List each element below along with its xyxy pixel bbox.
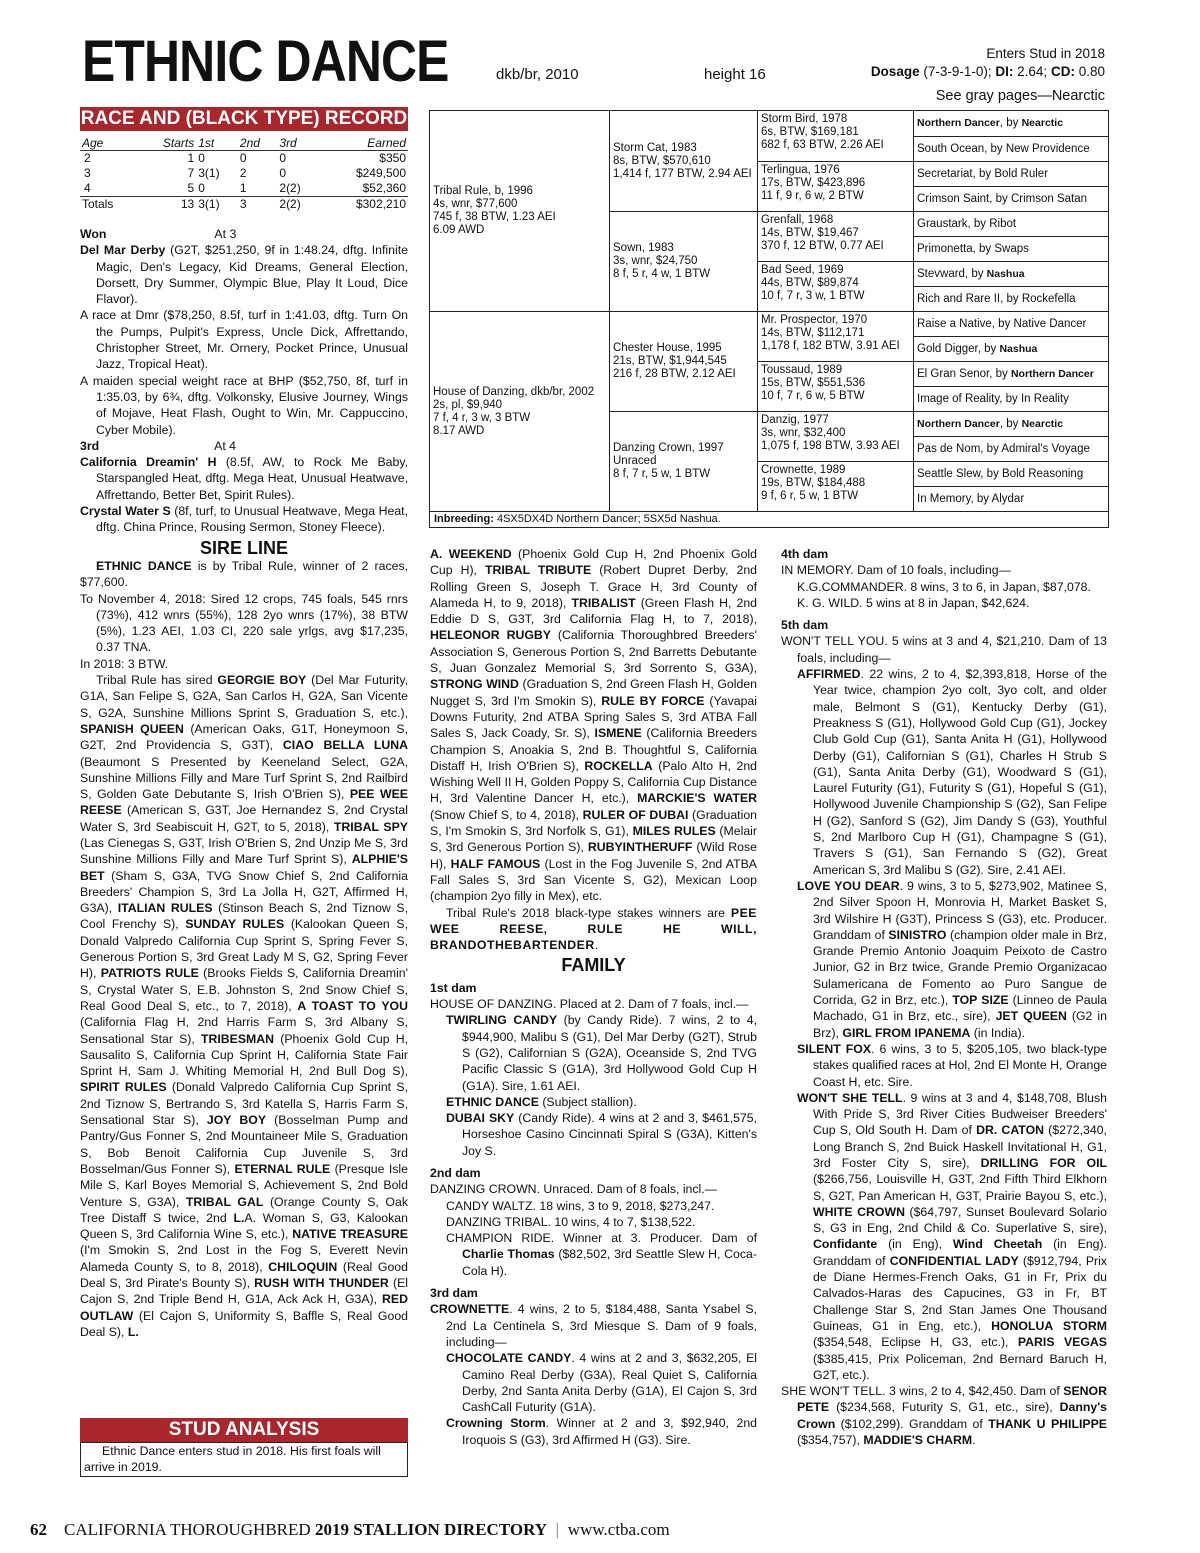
pedigree-text: El Gran Senor, by Northern Dancer — [917, 367, 1094, 380]
stud-analysis-title: STUD ANALYSIS — [80, 1418, 408, 1442]
record-cell: 0 — [279, 166, 287, 180]
third-heading — [80, 438, 408, 454]
entry-name: Crystal Water S — [80, 504, 171, 519]
dosage-line: Dosage (7-3-9-1-0); DI: 2.64; CD: 0.80 — [870, 64, 1105, 79]
entry — [80, 503, 408, 536]
record-col-header: 3rd — [277, 136, 319, 151]
pedigree-text: Danzig, 1977 3s, wnr, $32,400 1,075 f, 198 BTW, 3.93 AEI — [761, 414, 900, 452]
third-age: At 4 — [214, 438, 237, 453]
record-cell: Totals — [80, 197, 138, 213]
left-column — [80, 226, 408, 1340]
entry-name: CHOCOLATE CANDY — [446, 1351, 572, 1366]
enters-stud: Enters Stud in 2018 — [986, 46, 1105, 61]
sire-stats: To November 4, 2018: Sired 12 crops, 745 foals, 545 rnrs (73%), 412 wnrs (55%), 128 2yo wnrs (17%), 38 BTW (5%), 1.23 AEI, 1.03 CI, 220 sale yrlgs, avg $17,235, 0.37 TNA. — [80, 591, 408, 655]
record-cell: 2 — [84, 151, 91, 165]
record-cell: $302,210 — [319, 197, 408, 213]
entry-text: . Winner at 2 and 3, $92,940, 2nd Iroquois S (G3), 3rd Affirmed H (G3). Sire. — [462, 1416, 757, 1447]
fifth-dam-intro: WON'T TELL YOU. 5 wins at 3 and 4, $21,210. Dam of 13 foals, including— — [781, 634, 1107, 665]
entry-name: Del Mar Derby — [80, 243, 166, 258]
sire-intro: ETHNIC DANCE is by Tribal Rule, winner of 2 races, $77,600. — [80, 558, 409, 590]
entry-name: WON'T SHE TELL — [797, 1090, 903, 1105]
record-cell: 2(2) — [277, 197, 319, 213]
entry-name: SILENT FOX — [797, 1041, 872, 1056]
pedigree-text: Northern Dancer, by Nearctic — [917, 417, 1064, 430]
entry-text: (8f, turf, to Unusual Heatwave, Mega Heat, dftg. China Prince, Rousing Sermon, Stoney Fleece). — [96, 504, 409, 535]
pedigree-gen4 — [913, 161, 1108, 186]
pedigree-gen4 — [913, 186, 1108, 211]
sire-progeny: Tribal Rule has sired GEORGIE BOY (Del Mar Futurity, G1A, San Felipe S, G2A, San Carlos H, G2A, San Vicente S, G2A, Sunshine Millions Sprint S, Graduation S, etc.), SPANISH QUEEN (American Oaks, G1T, Honeymoon S, G2T, 2nd Providencia S, G3T), CIAO BELLA LUNA (Beaumont S Presented by Keeneland Select, G2A, Sunshine Millions Filly and Mare Turf Sprint S, 2nd Railbird S, Golden Gate Debutante S, Irish O'Brien S), PEE WEE REESE (American S, G3T, Joe Hernandez S, 2nd Crystal Water S, 3rd Seabiscuit H, G2T, to 5, 2018), TRIBAL SPY (Las Cienegas S, G3T, Irish O'Brien S, 2nd Unzip Me S, 3rd Sunshine Millions Filly and Mare Turf Sprint S), ALPHIE'S BET (Sham S, G3A, TVG Snow Chief S, 2nd California Breeders' Champion S, 3rd La Jolla H, G2T, Affirmed H, G3A), ITALIAN RULES (Stinson Beach S, 2nd Tiznow S, Cool Frenchy S), SUNDAY RULES (Kalookan Queen S, Donald Valpredo California Cup Sprint S, Spring Fever S, Generous Portion S, 3rd Great Lady M S, G2, Spring Fever H), PATRIOTS RULE (Brooks Fields S, California Dreamin' S, Crystal Water S, E.B. Johnston S, 2nd Snow Chief S, Real Good Deal S, etc., to 7, 2018), A TOAST TO YOU (California Flag H, 2nd Harris Farm S, 3rd Albany S, Sensational Star S), TRIBESMAN (Phoenix Gold Cup H, Sausalito S, California Cup Sprint H, California State Fair Sprint H, Sam J. Whiting Memorial H, 2nd Bull Dog S), SPIRIT RULES (Donald Valpredo California Cup Sprint S, 2nd Tiznow S, Bertrando S, 3rd Katella S, Harris Farm S, Sensational Star S), JOY BOY (Bosselman Pump and Pantry/Gus Fonner S, 2nd Mountaineer Mile S, Graduation S, Bob Benoit California Cup Juvenile S, 3rd Bosselman/Gus Fonner S), ETERNAL RULE (Presque Isle Mile S, Karl Boyes Memorial S, Achievement S, 2nd Bold Venture S, G3A), TRIBAL GAL (Orange County S, Oak Tree Distaff S twice, 2nd L.A. Woman S, G3, Kalookan Queen S, 3rd California Wine S, etc.), NATIVE TREASURE (I'm Smokin S, 2nd Lost in the Fog S, Everett Nevin Alameda County S, to 8, 2018), CHILOQUIN (Real Good Deal S, 3rd Pirate's Bounty S), RUSH WITH THUNDER (El Cajon S, 2nd Triple Bend H, G1A, Ack Ack H, G3A), RED OUTLAW (El Cajon S, Uniformity S, Baffle S, Real Good Deal S), L. — [80, 673, 409, 1339]
pedigree-text: Pas de Nom, by Admiral's Voyage — [917, 442, 1090, 455]
see-gray-pages: See gray pages—Nearctic — [935, 88, 1105, 104]
first-dam-heading: 1st dam — [430, 980, 477, 995]
pedigree-text: Rich and Rare II, by Rockefella — [917, 292, 1076, 305]
inbreeding-text: 4SX5DX4D Northern Dancer; 5SX5d Nashua. — [493, 513, 721, 525]
pedigree-gen4 — [913, 111, 1108, 136]
pedigree-text: Tribal Rule, b, 1996 4s, wnr, $77,600 745 f, 38 BTW, 1.23 AEI 6.09 AWD — [433, 185, 556, 236]
pedigree-gen3 — [757, 161, 913, 211]
entry-text: (G2T, $251,250, 9f in 1:48.24, dftg. Infinite Magic, Den's Legacy, Kid Dreams, General Election, Dorsett, Dry Summer, Olympic Blue, Play It Loud, Dice Flavor). — [96, 243, 408, 307]
pedigree-text: Seattle Slew, by Bold Reasoning — [917, 467, 1084, 480]
entry-text: ($82,502, 3rd Seattle Slew H, Coca-Cola H). — [462, 1247, 757, 1278]
entry — [80, 307, 408, 372]
record-cell: 5 — [187, 181, 195, 195]
entry-text: . 9 wins at 3 and 4, $148,708, Blush With Pride S, 3rd River Cities Budweiser Breeders' Cup S, Old South H. Dam of DR. CATON ($272,340, Long Branch S, 2nd Buick Haskell Invitational H, G1, 3rd Foster City S, sire), DRILLING FOR OIL ($266,756, Louisville H, G3T, 2nd Fifth Third Elkhorn S, G2T, Pan American H, G3T, Prairie Bayou S, etc.), WHITE CROWN ($64,797, Sunset Boulevard Solario S, G3 in Eng, 2nd Child & Co. Superlative S, sire), Confidante (in Eng), Wind Cheetah (in Eng). Granddam of CONFIDENTIAL LADY ($912,794, Prix de Diane Hermes-French Oaks, G1 in Fr, Prix du Calvados-Haras des Capucines, G3 in Fr, BT Challenge Star S, 2nd Stan James One Thousand Guineas, G1 in Eng, etc.), HONOLUA STORM ($354,548, Eclipse H, G3, etc.), PARIS VEGAS ($385,415, Prix Policeman, 2nd Bernard Baruch H, G2T, etc.). — [813, 1090, 1108, 1382]
record-cell: $249,500 — [355, 166, 406, 180]
pedigree-gen4 — [913, 336, 1108, 361]
entry: K.G.COMMANDER. 8 wins, 3 to 6, in Japan, $87,078. — [797, 579, 1091, 594]
pedigree-text: Northern Dancer, by Nearctic — [917, 117, 1064, 129]
entry — [781, 1383, 1107, 1448]
pedigree-text: Gold Digger, by Nashua — [917, 342, 1038, 355]
inbreeding-line — [430, 511, 1108, 527]
entry-name: AFFIRMED — [797, 667, 861, 682]
pedigree-gen4 — [913, 386, 1108, 411]
record-cell: 0 — [239, 151, 247, 165]
sire-2018: In 2018: 3 BTW. — [80, 656, 169, 671]
pedigree-text: Bad Seed, 1969 44s, BTW, $89,874 10 f, 7 r, 3 w, 1 BTW — [761, 264, 865, 302]
entry — [781, 1090, 1107, 1383]
first-dam-intro: HOUSE OF DANZING. Placed at 2. Dam of 7 foals, incl.— — [430, 997, 749, 1012]
footer — [30, 1520, 670, 1540]
color-year: dkb/br, 2010 — [496, 66, 579, 83]
pedigree-gen4 — [913, 236, 1108, 261]
sire-progeny-cont: A. WEEKEND (Phoenix Gold Cup H, 2nd Phoenix Gold Cup H), TRIBAL TRIBUTE (Robert Dupret Derby, 2nd Rolling Green S, Joseph T. Grace H, 3rd County of Alameda H, to 9, 2018), TRIBALIST (Green Flash H, 2nd Eddie D S, G3T, 3rd California Flag H, to 7, 2018), HELEONOR RUGBY (California Thoroughbred Breeders' Association S, Generous Portion S, 2nd Barretts Debutante S, Juan Gonzalez Memorial S, 3rd Sorrento S, G3A), STRONG WIND (Graduation S, 2nd Green Flash H, Golden Nugget S, 3rd I'm Smokin S), RULE BY FORCE (Yavapai Downs Futurity, 2nd ATBA Spring Sales S, 3rd ATBA Fall Sales S, Jack Coady, Sr. S), ISMENE (California Breeders Champion S, Anoakia S, 2nd B. Thoughtful S, California Distaff H, Irish O'Brien S), ROCKELLA (Palo Alto H, 2nd Wishing Well II H, Golden Poppy S, California Cup Distance H, 3rd Valentine Dancer H, etc.), MARCKIE'S WATER (Snow Chief S, to 4, 2018), RULER OF DUBAI (Graduation S, I'm Smokin S, 3rd Norfolk S, G1), MILES RULES (Melair S, 3rd Generous Portion S), RUBYINTHERUFF (Wild Rose H), HALF FAMOUS (Lost in the Fog Juvenile S, 2nd ATBA Fall Sales S, 3rd San Vicente S, G2), Mexican Loop (champion 2yo filly in Mex), etc. — [430, 547, 758, 904]
record-col-header: 1st — [196, 136, 238, 151]
right-column — [781, 546, 1107, 1448]
entry-name: ETHNIC DANCE — [446, 1094, 539, 1109]
pedigree-chart — [429, 110, 1109, 528]
record-cell: $350 — [379, 151, 406, 165]
record-row — [80, 181, 408, 197]
entry — [781, 666, 1107, 878]
entry-name: LOVE YOU DEAR — [797, 878, 900, 893]
stud-analysis-text: Ethnic Dance enters stud in 2018. His first foals will arrive in 2019. — [84, 1444, 381, 1474]
won-heading — [80, 226, 408, 242]
record-cell: 1 — [239, 181, 247, 195]
pedigree-dam — [430, 311, 609, 511]
publication-bold: 2019 STALLION DIRECTORY — [314, 1520, 548, 1539]
entry-text: DANZING TRIBAL. 10 wins, 4 to 7, $138,522. — [446, 1214, 696, 1229]
entry-text: (8.5f, AW, to Rock Me Baby, Starspangled Heat, dftg. Mega Heat, Unusual Heatwave, Affrettando, Better Bet, Spirit Rules). — [96, 455, 408, 502]
pedigree-text: Grenfall, 1968 14s, BTW, $19,467 370 f, 12 BTW, 0.77 AEI — [761, 214, 884, 252]
record-cell: $52,360 — [362, 181, 406, 195]
race-record-table — [80, 136, 408, 212]
entry — [430, 1415, 757, 1448]
pedigree-text: Raise a Native, by Native Dancer — [917, 317, 1087, 330]
fourth-dam-heading: 4th dam — [781, 547, 829, 561]
pedigree-text: Graustark, by Ribot — [917, 217, 1017, 230]
pedigree-gen4 — [913, 286, 1108, 311]
entry-text: (by Candy Ride). 7 wins, 2 to 4, $944,900, Malibu S (G1), Del Mar Derby (G2T), Strub S (G2), Californian S (G2A), Oceanside S, 2nd TVG Pacific Classic S (G1A), 3rd Hollywood Gold Cup H (G1A). Sire, 1.61 AEI. — [462, 1013, 758, 1093]
entry-text: CANDY WALTZ. 18 wins, 3 to 9, 2018, $273,247. — [446, 1198, 715, 1213]
entry — [430, 1214, 757, 1230]
second-dam-heading: 2nd dam — [430, 1165, 481, 1180]
pedigree-text: Image of Reality, by In Reality — [917, 392, 1069, 405]
pedigree-text: Terlingua, 1976 17s, BTW, $423,896 11 f, 9 r, 6 w, 2 BTW — [761, 164, 866, 202]
race-record-title: RACE AND (BLACK TYPE) RECORD — [80, 108, 408, 129]
pedigree-gen4 — [913, 436, 1108, 461]
record-cell: 1 — [187, 151, 195, 165]
pedigree-gen4 — [913, 411, 1108, 436]
record-col-header: 2nd — [238, 136, 278, 151]
pedigree-text: Primonetta, by Swaps — [917, 242, 1029, 255]
second-dam-intro: DANZING CROWN. Unraced. Dam of 8 foals, incl.— — [430, 1182, 717, 1197]
pedigree-gen4 — [913, 486, 1108, 511]
record-col-header: Starts — [138, 136, 196, 151]
sire-line-title: SIRE LINE — [199, 537, 288, 558]
pedigree-text: Storm Cat, 1983 8s, BTW, $570,610 1,414 f, 177 BTW, 2.94 AEI — [613, 141, 752, 180]
bt-2018-names: PEE WEE REESE, RULE HE WILL, BRANDOTHEBARTENDER — [430, 905, 757, 953]
pedigree-gen2 — [609, 111, 757, 211]
pedigree-text: Secretariat, by Bold Ruler — [917, 167, 1049, 180]
pedigree-gen2 — [609, 311, 757, 411]
entry: K. G. WILD. 5 wins at 8 in Japan, $42,624. — [797, 595, 1030, 610]
pedigree-gen3 — [757, 411, 913, 461]
record-totals — [80, 197, 408, 213]
entry — [430, 1198, 757, 1214]
record-row — [80, 151, 408, 167]
height: height 16 — [704, 66, 766, 83]
entry-name: California Dreamin' H — [80, 455, 217, 470]
record-cell: 0 — [198, 151, 205, 165]
pedigree-gen4 — [913, 211, 1108, 236]
fifth-dam-heading: 5th dam — [781, 618, 829, 633]
pedigree-gen3 — [757, 211, 913, 261]
inbreeding-label: Inbreeding: — [434, 513, 494, 525]
third-label: 3rd — [80, 438, 100, 453]
pedigree-gen3 — [757, 361, 913, 411]
entry-text: . 22 wins, 2 to 4, $2,393,818, Horse of the Year twice, champion 2yo colt, 3yo colt, and older male, Belmont S (G1), Kentucky Derby (G1), Preakness S (G1), Hollywood Gold Cup (G1), Jockey Club Gold Cup (G1), Santa Anita H (G1), Hollywood Derby (G1), Californian S (G1), Charles H Strub S (G1), Santa Anita Derby (G1), Woodward S (G1), Laurel Futurity (G1), Futurity S (G1), Hopeful S (G1), Hollywood Juvenile Championship S (G2), San Felipe H (G2), Sanford S (G2), Jim Dandy S (G3), Youthful S, 2nd Marlboro Cup H (G1), Champagne S (G1), Travers S (G1), San Fernando S (G2), Great American S, 3rd Malibu S (G2). Sire, 2.41 AEI. — [813, 667, 1107, 877]
publication: CALIFORNIA THOROUGHBRED — [64, 1520, 315, 1539]
pedigree-gen4 — [913, 136, 1108, 161]
pedigree-gen4 — [913, 361, 1108, 386]
record-cell: 2(2) — [279, 181, 301, 195]
record-cell: 2 — [239, 166, 247, 180]
entry-name: TWIRLING CANDY — [446, 1013, 558, 1028]
entry — [430, 1012, 757, 1093]
record-cell: 13 — [138, 197, 196, 213]
pedigree-gen3 — [757, 261, 913, 311]
pedigree-gen3 — [757, 111, 913, 161]
record-cell: 0 — [198, 181, 205, 195]
entry-name: DUBAI SKY — [446, 1111, 515, 1126]
pedigree-text: Danzing Crown, 1997 Unraced 8 f, 7 r, 5 w, 1 BTW — [613, 442, 724, 480]
stud-analysis-box — [80, 1442, 408, 1477]
third-dam-heading: 3rd dam — [430, 1286, 478, 1301]
family-title: FAMILY — [561, 955, 626, 976]
pedigree-text: Storm Bird, 1978 6s, BTW, $169,181 682 f, 63 BTW, 2.26 AEI — [761, 113, 884, 151]
entry — [430, 1230, 757, 1279]
footer-url[interactable]: www.ctba.com — [567, 1520, 670, 1539]
pedigree-text: House of Danzing, dkb/br, 2002 2s, pl, $9,940 7 f, 4 r, 3 w, 3 BTW 8.17 AWD — [433, 385, 595, 437]
pedigree-text: Crownette, 1989 19s, BTW, $184,488 9 f, 6 r, 5 w, 1 BTW — [761, 464, 866, 502]
pedigree-sire — [430, 111, 609, 311]
pedigree-text: Crimson Saint, by Crimson Satan — [917, 192, 1088, 205]
record-row — [80, 166, 408, 181]
pedigree-gen4 — [913, 261, 1108, 286]
entry-text: CHAMPION RIDE. Winner at 3. Producer. Dam of — [446, 1231, 757, 1246]
record-cell: 3(1) — [198, 166, 220, 180]
record-cell: 7 — [187, 166, 195, 180]
record-col-header: Earned — [319, 136, 408, 151]
pedigree-text: Stevward, by Nashua — [917, 267, 1025, 280]
record-cell: 0 — [279, 151, 287, 165]
pedigree-text: In Memory, by Alydar — [917, 492, 1025, 505]
page-number: 62 — [30, 1520, 47, 1539]
entry — [80, 454, 408, 503]
middle-column — [430, 546, 757, 1448]
entry-text: SHE WON'T TELL. 3 wins, 2 to 4, $42,450. Dam of SENOR PETE ($234,568, Futurity S, G1, etc., sire), Danny's Crown ($102,299). Granddam of THANK U PHILIPPE ($354,757), MADDIE'S CHARM. — [781, 1384, 1107, 1448]
third-dam-intro: CROWNETTE. 4 wins, 2 to 5, $184,488, Santa Ysabel S, 2nd La Centinela S, 3rd Miesque S. Dam of 9 foals, including— — [430, 1302, 757, 1349]
entry-text: (Subject stallion). — [538, 1094, 637, 1109]
pedigree-gen4 — [913, 311, 1108, 336]
record-cell: 3 — [238, 197, 278, 213]
record-cell: 3 — [84, 166, 91, 180]
entry — [80, 373, 408, 438]
entry-text: A race at Dmr ($78,250, 8.5f, turf in 1:41.03, dftg. Turn On the Pumps, Pulpit's Express, Uncle Dick, Affrettando, Christopher Street, Mr. Ornery, Pocket Prince, Unusual Jazz, Tropical Heat). — [80, 308, 408, 372]
record-cell: 3(1) — [196, 197, 238, 213]
entry — [781, 878, 1107, 1041]
entry — [430, 1110, 757, 1159]
pedigree-text: Toussaud, 1989 15s, BTW, $551,536 10 f, 7 r, 6 w, 5 BTW — [761, 364, 866, 402]
pedigree-gen4 — [913, 461, 1108, 486]
entry — [430, 1350, 757, 1415]
pedigree-text: Mr. Prospector, 1970 14s, BTW, $112,171 1,178 f, 182 BTW, 3.91 AEI — [761, 314, 900, 352]
pedigree-gen3 — [757, 461, 913, 511]
entry-name: Charlie Thomas — [462, 1247, 555, 1262]
footer-separator: | — [555, 1520, 560, 1539]
entry-text: . 9 wins, 3 to 5, $273,902, Matinee S, 2nd Silver Spoon H, Monrovia H, Market Basket S, 3rd Wilshire H (G3T), Princess S (G3), etc. Producer. Granddam of SINISTRO (champion older male in Brz, Grande Premio Antonio Joaquim Peixoto de Castro Junior, G2 in Brz twice, Grande Premio Organizacao Sulamericana de Fomento ao Puro Sangue de Corrida, G2 in Brz, etc.), TOP SIZE (Linneo de Paula Machado, G1 in Brz, etc., sire), JET QUEEN (G2 in Brz), GIRL FROM IPANEMA (in India). — [813, 878, 1107, 1040]
record-col-header: Age — [80, 136, 138, 151]
pedigree-gen3 — [757, 311, 913, 361]
entry-text: . 6 wins, 3 to 5, $205,105, two black-type stakes qualified races at Hol, 2nd El Monte H, Orange Coast H, etc. Sire. — [813, 1041, 1107, 1089]
entry-name: Crowning Storm — [446, 1416, 546, 1431]
pedigree-gen2 — [609, 211, 757, 311]
entry — [430, 1094, 757, 1110]
entry-text: . 4 wins at 2 and 3, $632,205, El Camino Real Derby (G3A), Real Quiet S, California Derby, 2nd Santa Anita Derby (G1A), El Cajon S, 3rd CashCall Futurity (G1A). — [462, 1351, 757, 1415]
horse-name: ETHNIC DANCE — [82, 29, 449, 94]
fourth-dam-intro: IN MEMORY. Dam of 10 foals, including— — [781, 563, 1011, 578]
pedigree-text: Sown, 1983 3s, wnr, $24,750 8 f, 5 r, 4 w, 1 BTW — [613, 242, 711, 280]
bt-2018: Tribal Rule's 2018 black-type stakes winners are PEE WEE REESE, RULE HE WILL, BRANDOTHEBARTENDER. — [430, 905, 757, 953]
record-cell: 4 — [84, 181, 91, 195]
entry — [781, 1041, 1107, 1090]
entry — [80, 242, 408, 307]
entry-text: (Candy Ride). 4 wins at 2 and 3, $461,575, Horseshoe Casino Cincinnati Spiral S (G3A), Kitten's Joy S. — [462, 1111, 758, 1158]
entry-text: A maiden special weight race at BHP ($52,750, 8f, turf in 1:35.03, by 6¾, dftg. Volkonsky, Elusive Journey, Wings of Mojave, Heat Flash, Ought to Win, Mr. Cappuccino, Cyber Mobile). — [80, 373, 408, 437]
pedigree-gen2 — [609, 411, 757, 511]
won-label: Won — [80, 227, 107, 241]
pedigree-text: South Ocean, by New Providence — [917, 142, 1090, 155]
pedigree-text: Chester House, 1995 21s, BTW, $1,944,545 216 f, 28 BTW, 2.12 AEI — [613, 342, 736, 380]
won-age: At 3 — [214, 227, 237, 241]
